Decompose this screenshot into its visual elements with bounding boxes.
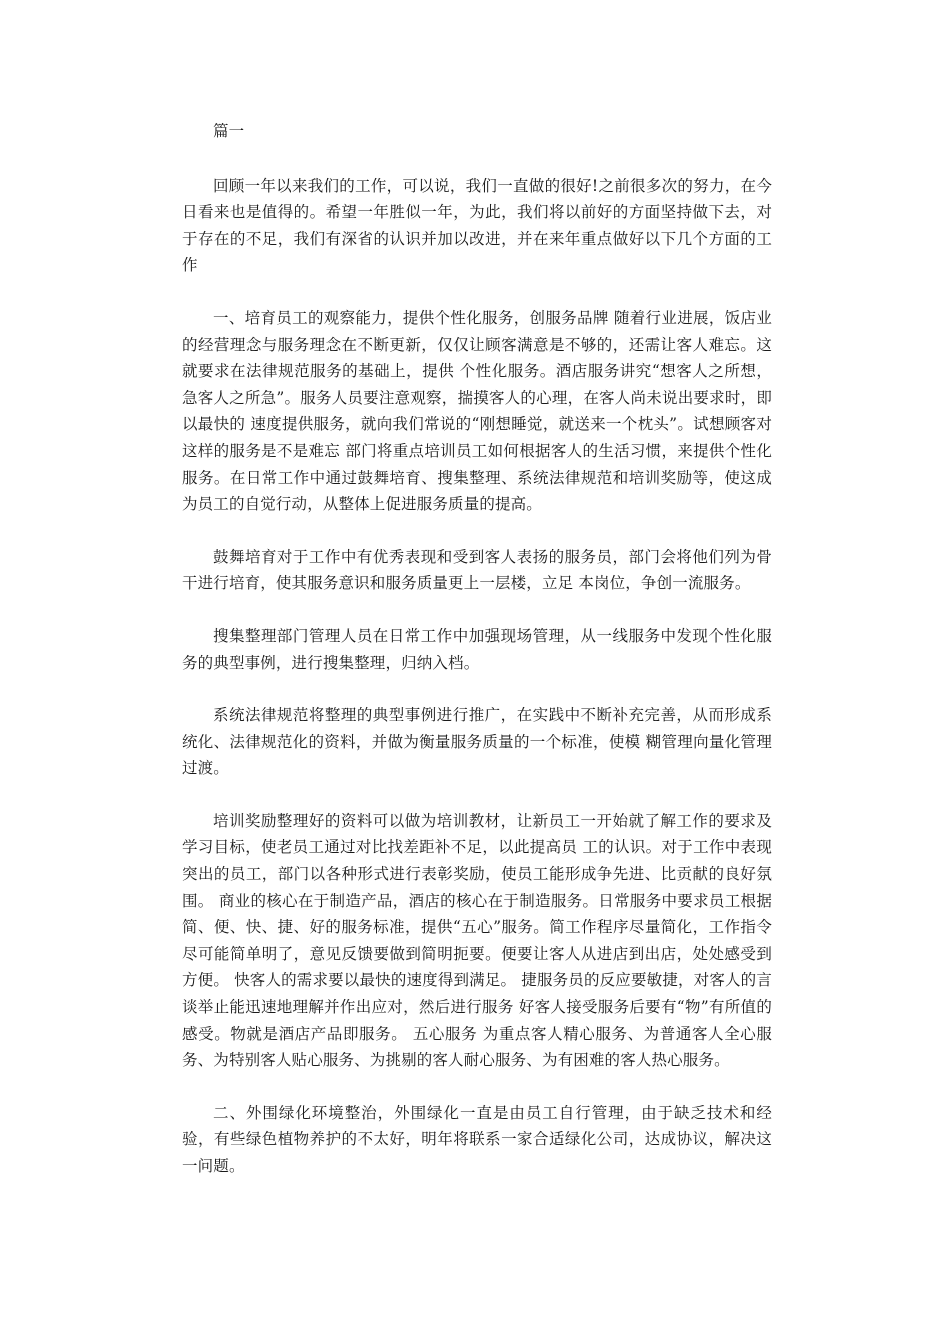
paragraph-review: 回顾一年以来我们的工作，可以说，我们一直做的很好!之前很多次的努力，在今日看来也是值得的。希望一年胜似一年，为此，我们将以前好的方面坚持做下去，对于存在的不足，我们有深省的认识并加以改进，并在来年重点做好以下几个方面的工作 — [182, 176, 772, 275]
paragraph-encourage-training: 鼓舞培育对于工作中有优秀表现和受到客人表扬的服务员，部门会将他们列为骨干进行培育，使其服务意识和服务质量更上一层楼，立足 本岗位，争创一流服务。 — [182, 547, 772, 593]
document-body — [182, 118, 772, 1206]
paragraph-systematic-standard: 系统法律规范将整理的典型事例进行推广，在实践中不断补充完善，从而形成系统化、法律规范化的资料，并做为衡量服务质量的一个标准，使模 糊管理向量化管理过渡。 — [182, 706, 772, 778]
paragraph-greening: 二、外围绿化环境整治，外围绿化一直是由员工自行管理，由于缺乏技术和经验，有些绿色植物养护的不太好，明年将联系一家合适绿化公司，达成协议，解决这一问题。 — [182, 1103, 772, 1175]
paragraph-training-rewards: 培训奖励整理好的资料可以做为培训教材，让新员工一开始就了解工作的要求及学习目标，使老员工通过对比找差距补不足，以此提高员 工的认识。对于工作中表现突出的员工，部门以各种形式进行表彰奖励，使员工能形成争先进、比贡献的良好氛围。 商业的核心在于制造产品，酒店的核心在于制造服务。日常服务中要求员工根据简、便、快、捷、好的服务标准，提供“五心”服务。简工作程序尽量简化，工作指令尽可能简单明了，意见反馈要做到简明扼要。便要让客人从进店到出店，处处感受到方便。 快客人的需求要以最快的速度得到满足。 捷服务员的反应要敏捷，对客人的言谈举止能迅速地理解并作出应对，然后进行服务 好客人接受服务后要有“物”有所值的感受。物就是酒店产品即服务。 五心服务 为重点客人精心服务、为普通客人全心服务、为特别客人贴心服务、为挑剔的客人耐心服务、为有困难的客人热心服务。 — [182, 811, 772, 1070]
paragraph-personalized-service: 一、培育员工的观察能力，提供个性化服务，创服务品牌 随着行业进展，饭店业的经营理念与服务理念在不断更新，仅仅让顾客满意是不够的，还需让客人难忘。这就要求在法律规范服务的基础上，提供 个性化服务。酒店服务讲究“想客人之所想，急客人之所急”。服务人员要注意观察，揣摸客人的心理，在客人尚未说出要求时，即以最快的 速度提供服务，就向我们常说的“刚想睡觉，就送来一个枕头”。试想顾客对这样的服务是不是难忘 部门将重点培训员工如何根据客人的生活习惯，来提供个性化服务。在日常工作中通过鼓舞培育、搜集整理、系统法律规范和培训奖励等，使这成 为员工的自觉行动，从整体上促进服务质量的提高。 — [182, 308, 772, 514]
paragraph-collect-organize: 搜集整理部门管理人员在日常工作中加强现场管理，从一线服务中发现个性化服务的典型事例，进行搜集整理，归纳入档。 — [182, 626, 772, 672]
section-heading: 篇一 — [213, 122, 245, 140]
